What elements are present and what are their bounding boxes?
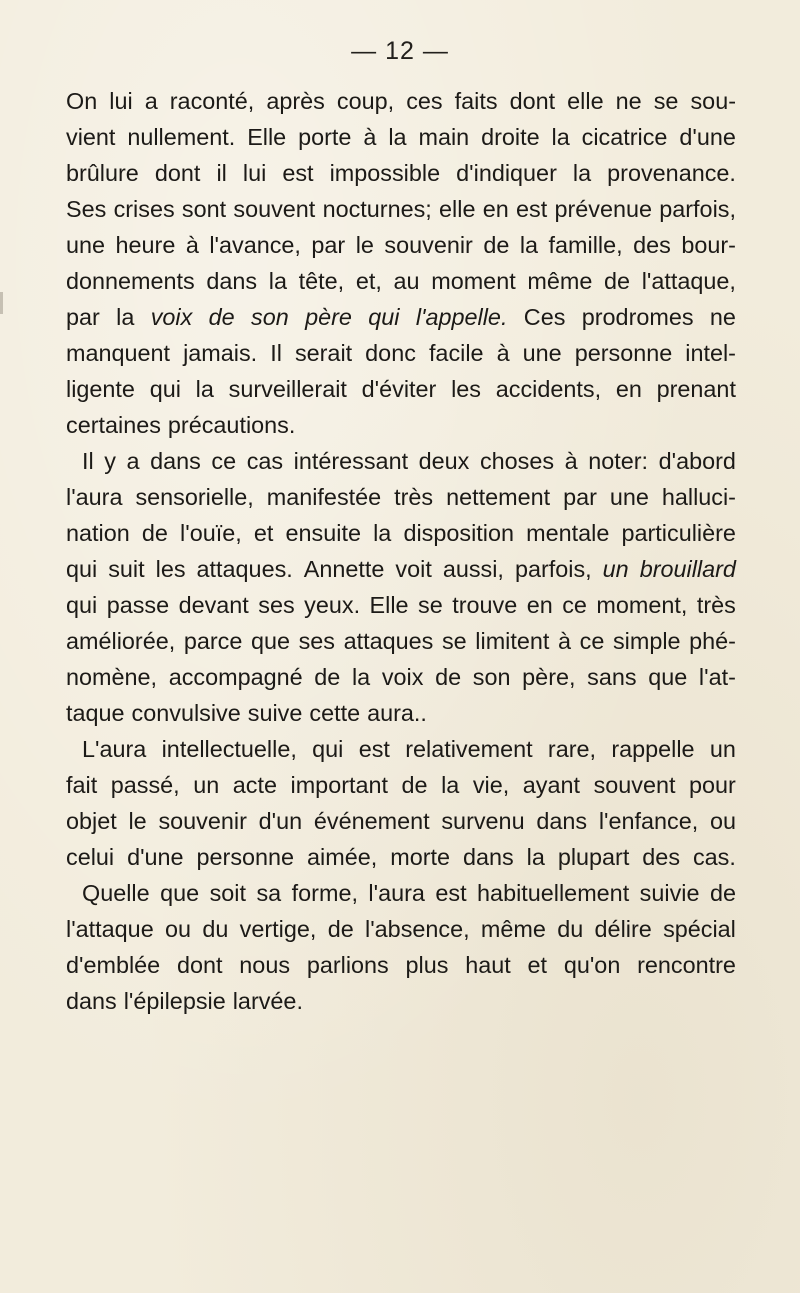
word: et [253, 520, 274, 546]
word: de [141, 520, 168, 546]
word: deux [418, 448, 470, 474]
text-line [66, 335, 736, 371]
word: que [250, 628, 290, 654]
word: de [327, 916, 354, 942]
word: d'indiquer [456, 160, 557, 186]
word: rappelle [611, 736, 695, 762]
word: a [144, 88, 158, 114]
word: provenance. [607, 160, 736, 186]
word: aura.. [367, 700, 427, 726]
text-line [66, 947, 736, 983]
word: qui [368, 304, 400, 330]
word: améliorée, [66, 628, 176, 654]
word: qui [66, 556, 98, 582]
word: fait [66, 772, 98, 798]
word: cette [309, 700, 361, 726]
word: se [418, 592, 443, 618]
word: y [104, 448, 116, 474]
word: surveillerait [228, 376, 347, 402]
word: une [609, 484, 649, 510]
word: Elle [369, 592, 409, 618]
word: des [633, 232, 671, 258]
text-line [66, 263, 736, 299]
word: est [516, 196, 548, 222]
word: parlions [306, 952, 389, 978]
word: de [208, 304, 235, 330]
word: qui [66, 592, 98, 618]
word: elle [567, 88, 604, 114]
word: heure [115, 232, 176, 258]
word: objet [66, 808, 117, 834]
word: même [480, 916, 546, 942]
word: ces [406, 88, 443, 114]
word: la [519, 232, 539, 258]
word: passé, [110, 772, 180, 798]
word: qu'on [563, 952, 621, 978]
word: ensuite [285, 520, 361, 546]
word: Il [82, 448, 94, 474]
word: délire [594, 916, 652, 942]
word: attaques [343, 628, 434, 654]
word: d'éviter [361, 376, 437, 402]
word: intellectuelle, [161, 736, 297, 762]
word: en [482, 196, 509, 222]
word: certaines [66, 412, 161, 438]
word: de [401, 772, 428, 798]
text-line [66, 83, 736, 119]
text-line [66, 839, 736, 875]
word: souvent [233, 196, 316, 222]
word: après [266, 88, 325, 114]
word: d'un [258, 808, 303, 834]
word: même [527, 268, 593, 294]
word: parce [183, 628, 243, 654]
word: que [160, 880, 200, 906]
word: de [709, 880, 736, 906]
word: précautions. [167, 412, 296, 438]
word: ligente [66, 376, 135, 402]
text-line [66, 659, 736, 695]
word: rare, [547, 736, 597, 762]
word: brouillard [639, 556, 736, 582]
word: de [604, 268, 631, 294]
word: nous [239, 952, 291, 978]
word: faits [454, 88, 498, 114]
word: qui [149, 376, 181, 402]
word: dans [536, 808, 588, 834]
word: aimée, [307, 844, 378, 870]
word: l'avance, [209, 232, 301, 258]
word: mentale [526, 520, 610, 546]
word: accidents, [495, 376, 602, 402]
page-number: — 12 — [351, 37, 449, 65]
word: bour- [681, 232, 736, 258]
word: par [66, 304, 100, 330]
word: suit [108, 556, 145, 582]
word: sont [181, 196, 227, 222]
word: du [202, 916, 229, 942]
word: souvenir [158, 808, 247, 834]
word: et, [355, 268, 382, 294]
word: voix [150, 304, 193, 330]
text-line [66, 767, 736, 803]
word: l'aura [368, 880, 425, 906]
word: d'une [679, 124, 736, 150]
word: la [388, 124, 407, 150]
word: vie, [472, 772, 510, 798]
word: dans [150, 448, 201, 474]
text-line [66, 443, 736, 479]
word: l'enfance, [598, 808, 699, 834]
word: noter: [588, 448, 649, 474]
word: donc [365, 340, 416, 366]
word: dont [509, 88, 556, 114]
word: son [472, 664, 511, 690]
word: Quelle [82, 880, 150, 906]
word: aussi, [442, 556, 504, 582]
word: qui [312, 736, 344, 762]
word: à [363, 124, 377, 150]
word: devant [178, 592, 249, 618]
word: accompagné [168, 664, 303, 690]
word: voix [381, 664, 424, 690]
word: simple [612, 628, 681, 654]
word: cas [246, 448, 284, 474]
word: la [572, 160, 592, 186]
word: la [195, 376, 214, 402]
word: Il [270, 340, 282, 366]
word: la [441, 772, 460, 798]
word: l'aura [66, 484, 123, 510]
word: disposition [403, 520, 514, 546]
word: souvent [593, 772, 676, 798]
word: ou [165, 916, 192, 942]
word: d'abord [658, 448, 736, 474]
word: voit [395, 556, 432, 582]
word: Elle [247, 124, 287, 150]
word: ne [615, 88, 642, 114]
text-line [66, 911, 736, 947]
word: se [653, 88, 679, 114]
word: de [483, 232, 510, 258]
word: ses [298, 628, 335, 654]
word: celui [66, 844, 115, 870]
word: yeux. [304, 592, 361, 618]
word: ou [709, 808, 736, 834]
word: raconté, [169, 88, 255, 114]
word: de [435, 664, 462, 690]
word: ses [258, 592, 295, 618]
word: intéressant [293, 448, 409, 474]
word: la [526, 844, 545, 870]
word: d'emblée [66, 952, 161, 978]
margin-mark [0, 292, 3, 314]
word: relativement [405, 736, 533, 762]
word: le [128, 808, 147, 834]
word: haut [465, 952, 511, 978]
word: sensorielle, [135, 484, 254, 510]
word: choses [479, 448, 555, 474]
word: sa [256, 880, 282, 906]
word: ne [709, 304, 736, 330]
word: nettement [446, 484, 551, 510]
word: dans [462, 844, 514, 870]
word: au [393, 268, 420, 294]
word: l'attaque [66, 916, 154, 942]
text-line [66, 119, 736, 155]
word: du [557, 916, 584, 942]
word: phé- [689, 628, 736, 654]
word: impossible [329, 160, 441, 186]
word: ce [562, 592, 587, 618]
word: serait [294, 340, 353, 366]
text-line [66, 731, 736, 767]
word: Annette [303, 556, 385, 582]
word: la [351, 664, 371, 690]
word: manifestée [266, 484, 382, 510]
word: ce [211, 448, 237, 474]
text-line [66, 875, 736, 911]
word: vertige, [239, 916, 317, 942]
word: particulière [621, 520, 736, 546]
word: spécial [663, 916, 736, 942]
word: l'absence, [365, 916, 470, 942]
word: L'aura [82, 736, 147, 762]
word: que [648, 664, 688, 690]
word: les [451, 376, 481, 402]
word: des [642, 844, 681, 870]
word: vient [66, 124, 116, 150]
word: parfois, [659, 196, 736, 222]
word: son [251, 304, 289, 330]
word: à [558, 628, 572, 654]
word: halluci- [661, 484, 736, 510]
text-line [66, 623, 736, 659]
word: moment, [596, 592, 688, 618]
word: suivie [639, 880, 700, 906]
word: On [66, 88, 98, 114]
word: soit [209, 880, 246, 906]
word: brûlure [66, 160, 139, 186]
word: événement [313, 808, 430, 834]
word: nation [66, 520, 130, 546]
word: il [216, 160, 227, 186]
word: passe [106, 592, 170, 618]
word: se [441, 628, 467, 654]
word: à [564, 448, 578, 474]
word: cas. [692, 844, 736, 870]
word: très [394, 484, 434, 510]
word: convulsive [131, 700, 241, 726]
text-line [66, 983, 736, 1019]
word: l'ouïe, [180, 520, 242, 546]
text-line [66, 299, 736, 335]
text-line [66, 371, 736, 407]
word: parfois, [514, 556, 592, 582]
word: acte [232, 772, 277, 798]
word: rencontre [637, 952, 736, 978]
word: survenu [441, 808, 525, 834]
word: limitent [475, 628, 550, 654]
word: souvenir [384, 232, 473, 258]
text-line [66, 803, 736, 839]
word: père [305, 304, 352, 330]
word: Ses [66, 196, 107, 222]
word: nocturnes; [322, 196, 432, 222]
text-line [66, 587, 736, 623]
word: un [193, 772, 220, 798]
word: dont [154, 160, 201, 186]
word: en [526, 592, 553, 618]
word: nullement. [127, 124, 236, 150]
word: d'une [127, 844, 184, 870]
word: père, [522, 664, 576, 690]
word: ce [579, 628, 605, 654]
word: plupart [557, 844, 630, 870]
word: une [66, 232, 106, 258]
text-line [66, 407, 736, 443]
word: à [496, 340, 510, 366]
word: personne [196, 844, 295, 870]
word: personne [574, 340, 673, 366]
word: prévenue [554, 196, 652, 222]
word: prenant [656, 376, 736, 402]
word: porte [298, 124, 352, 150]
word: est [358, 736, 390, 762]
word: la [551, 124, 570, 150]
text-line [66, 515, 736, 551]
word: larvée. [232, 988, 303, 1014]
word: elle [439, 196, 476, 222]
word: de [314, 664, 341, 690]
word: un [709, 736, 736, 762]
word: forme, [291, 880, 358, 906]
word: le [355, 232, 374, 258]
word: les [155, 556, 186, 582]
word: est [435, 880, 467, 906]
word: attaques. [196, 556, 293, 582]
word: par [311, 232, 346, 258]
word: nomène, [66, 664, 158, 690]
word: l'épilepsie [123, 988, 226, 1014]
word: dans [206, 268, 258, 294]
body-text [66, 83, 736, 1019]
word: un [602, 556, 629, 582]
word: la [268, 268, 288, 294]
word: et [527, 952, 548, 978]
word: une [522, 340, 562, 366]
word: l'appelle. [415, 304, 508, 330]
text-line [66, 155, 736, 191]
text-line [66, 479, 736, 515]
text-line [66, 695, 736, 731]
word: crises [113, 196, 175, 222]
word: tête, [298, 268, 345, 294]
word: l'at- [698, 664, 736, 690]
word: cicatrice [581, 124, 668, 150]
word: intel- [685, 340, 736, 366]
word: main [418, 124, 470, 150]
text-line [66, 227, 736, 263]
word: lui [109, 88, 133, 114]
word: coup, [336, 88, 395, 114]
word: l'attaque, [641, 268, 736, 294]
text-line [66, 191, 736, 227]
word: la [373, 520, 392, 546]
word: pour [689, 772, 736, 798]
word: par [563, 484, 597, 510]
word: dont [176, 952, 223, 978]
word: ayant [522, 772, 581, 798]
word: lui [242, 160, 267, 186]
word: morte [390, 844, 450, 870]
word: suive [247, 700, 303, 726]
word: habituellement [477, 880, 630, 906]
word: sou- [690, 88, 736, 114]
word: dans [66, 988, 117, 1014]
word: en [615, 376, 642, 402]
word: plus [405, 952, 449, 978]
word: a [126, 448, 140, 474]
word: taque [66, 700, 125, 726]
word: Ces [523, 304, 566, 330]
word: donnements [66, 268, 195, 294]
word: est [282, 160, 314, 186]
word: moment [431, 268, 516, 294]
word: facile [428, 340, 484, 366]
word: droite [481, 124, 540, 150]
text-line [66, 551, 736, 587]
word: à [185, 232, 199, 258]
word: manquent [66, 340, 171, 366]
word: jamais. [183, 340, 258, 366]
word: trouve [452, 592, 518, 618]
word: sans [587, 664, 637, 690]
word: important [290, 772, 389, 798]
word: famille, [548, 232, 623, 258]
word: la [116, 304, 135, 330]
word: très [696, 592, 736, 618]
word: prodromes [581, 304, 694, 330]
